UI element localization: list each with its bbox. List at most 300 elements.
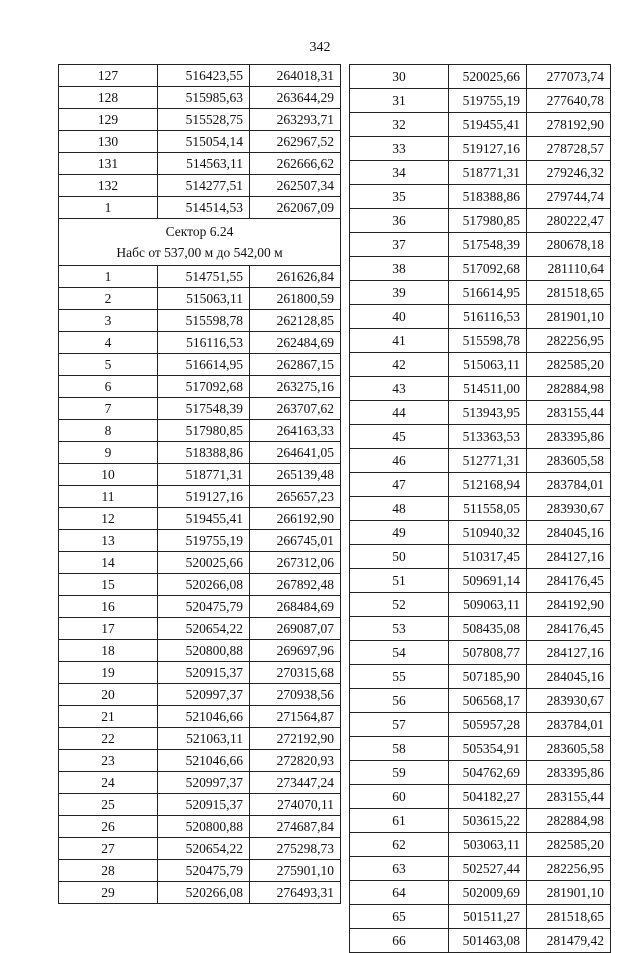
x-coordinate-cell: 514277,51 <box>158 175 250 197</box>
y-coordinate-cell: 265657,23 <box>250 486 341 508</box>
point-number-cell: 32 <box>350 113 449 137</box>
x-coordinate-cell: 507185,90 <box>449 665 527 689</box>
point-number-cell: 37 <box>350 233 449 257</box>
y-coordinate-cell: 281110,64 <box>527 257 611 281</box>
point-number-cell: 8 <box>59 420 158 442</box>
x-coordinate-cell: 520997,37 <box>158 772 250 794</box>
sector-subtitle: Набс от 537,00 м до 542,00 м <box>116 245 283 260</box>
point-number-cell: 62 <box>350 833 449 857</box>
x-coordinate-cell: 516614,95 <box>158 354 250 376</box>
table-row <box>59 596 341 618</box>
table-row <box>59 728 341 750</box>
x-coordinate-cell: 514511,00 <box>449 377 527 401</box>
x-coordinate-cell: 504762,69 <box>449 761 527 785</box>
x-coordinate-cell: 516116,53 <box>449 305 527 329</box>
table-row <box>350 89 611 113</box>
x-coordinate-cell: 514514,53 <box>158 197 250 219</box>
point-number-cell: 130 <box>59 131 158 153</box>
y-coordinate-cell: 268484,69 <box>250 596 341 618</box>
point-number-cell: 51 <box>350 569 449 593</box>
table-row <box>350 137 611 161</box>
y-coordinate-cell: 272820,93 <box>250 750 341 772</box>
table-row <box>59 750 341 772</box>
y-coordinate-cell: 281518,65 <box>527 281 611 305</box>
table-row <box>59 530 341 552</box>
y-coordinate-cell: 267312,06 <box>250 552 341 574</box>
point-number-cell: 36 <box>350 209 449 233</box>
x-coordinate-cell: 515063,11 <box>449 353 527 377</box>
y-coordinate-cell: 262666,62 <box>250 153 341 175</box>
y-coordinate-cell: 280678,18 <box>527 233 611 257</box>
table-row <box>59 486 341 508</box>
point-number-cell: 58 <box>350 737 449 761</box>
x-coordinate-cell: 520475,79 <box>158 596 250 618</box>
x-coordinate-cell: 518771,31 <box>158 464 250 486</box>
y-coordinate-cell: 282585,20 <box>527 353 611 377</box>
x-coordinate-cell: 517548,39 <box>449 233 527 257</box>
table-row <box>350 929 611 953</box>
x-coordinate-cell: 503615,22 <box>449 809 527 833</box>
point-number-cell: 10 <box>59 464 158 486</box>
y-coordinate-cell: 262484,69 <box>250 332 341 354</box>
y-coordinate-cell: 264018,31 <box>250 65 341 87</box>
table-row <box>59 131 341 153</box>
point-number-cell: 11 <box>59 486 158 508</box>
x-coordinate-cell: 520915,37 <box>158 662 250 684</box>
left-table-bottom-rows <box>59 266 341 904</box>
y-coordinate-cell: 281518,65 <box>527 905 611 929</box>
y-coordinate-cell: 262067,09 <box>250 197 341 219</box>
x-coordinate-cell: 516423,55 <box>158 65 250 87</box>
table-row <box>59 420 341 442</box>
point-number-cell: 41 <box>350 329 449 353</box>
x-coordinate-cell: 521063,11 <box>158 728 250 750</box>
x-coordinate-cell: 519755,19 <box>158 530 250 552</box>
x-coordinate-cell: 513363,53 <box>449 425 527 449</box>
table-row <box>350 65 611 89</box>
x-coordinate-cell: 519455,41 <box>158 508 250 530</box>
point-number-cell: 61 <box>350 809 449 833</box>
y-coordinate-cell: 263275,16 <box>250 376 341 398</box>
y-coordinate-cell: 273447,24 <box>250 772 341 794</box>
x-coordinate-cell: 517980,85 <box>449 209 527 233</box>
x-coordinate-cell: 517980,85 <box>158 420 250 442</box>
y-coordinate-cell: 281901,10 <box>527 881 611 905</box>
point-number-cell: 28 <box>59 860 158 882</box>
point-number-cell: 47 <box>350 473 449 497</box>
x-coordinate-cell: 521046,66 <box>158 750 250 772</box>
x-coordinate-cell: 520025,66 <box>449 65 527 89</box>
table-row <box>59 838 341 860</box>
x-coordinate-cell: 509063,11 <box>449 593 527 617</box>
table-row <box>59 464 341 486</box>
point-number-cell: 53 <box>350 617 449 641</box>
y-coordinate-cell: 284176,45 <box>527 569 611 593</box>
y-coordinate-cell: 277640,78 <box>527 89 611 113</box>
x-coordinate-cell: 521046,66 <box>158 706 250 728</box>
y-coordinate-cell: 281479,42 <box>527 929 611 953</box>
y-coordinate-cell: 283784,01 <box>527 713 611 737</box>
x-coordinate-cell: 515528,75 <box>158 109 250 131</box>
x-coordinate-cell: 514563,11 <box>158 153 250 175</box>
x-coordinate-cell: 517092,68 <box>158 376 250 398</box>
table-row <box>350 521 611 545</box>
x-coordinate-cell: 519127,16 <box>158 486 250 508</box>
table-row <box>59 794 341 816</box>
point-number-cell: 24 <box>59 772 158 794</box>
point-number-cell: 19 <box>59 662 158 684</box>
y-coordinate-cell: 271564,87 <box>250 706 341 728</box>
coordinates-table-right <box>349 64 611 953</box>
point-number-cell: 14 <box>59 552 158 574</box>
y-coordinate-cell: 284045,16 <box>527 665 611 689</box>
x-coordinate-cell: 520475,79 <box>158 860 250 882</box>
table-row <box>59 87 341 109</box>
x-coordinate-cell: 520266,08 <box>158 574 250 596</box>
x-coordinate-cell: 515598,78 <box>158 310 250 332</box>
x-coordinate-cell: 510317,45 <box>449 545 527 569</box>
table-row <box>59 288 341 310</box>
y-coordinate-cell: 274070,11 <box>250 794 341 816</box>
x-coordinate-cell: 503063,11 <box>449 833 527 857</box>
y-coordinate-cell: 264163,33 <box>250 420 341 442</box>
x-coordinate-cell: 515054,14 <box>158 131 250 153</box>
y-coordinate-cell: 267892,48 <box>250 574 341 596</box>
x-coordinate-cell: 510940,32 <box>449 521 527 545</box>
point-number-cell: 60 <box>350 785 449 809</box>
point-number-cell: 42 <box>350 353 449 377</box>
x-coordinate-cell: 518771,31 <box>449 161 527 185</box>
point-number-cell: 55 <box>350 665 449 689</box>
table-row <box>59 266 341 288</box>
table-row <box>350 161 611 185</box>
table-row <box>59 684 341 706</box>
x-coordinate-cell: 519455,41 <box>449 113 527 137</box>
table-row <box>350 665 611 689</box>
table-row <box>350 209 611 233</box>
table-row <box>350 809 611 833</box>
table-row <box>59 175 341 197</box>
x-coordinate-cell: 515985,63 <box>158 87 250 109</box>
table-row <box>350 857 611 881</box>
table-row <box>350 449 611 473</box>
table-row <box>350 353 611 377</box>
x-coordinate-cell: 511558,05 <box>449 497 527 521</box>
table-row <box>350 881 611 905</box>
x-coordinate-cell: 515598,78 <box>449 329 527 353</box>
table-row <box>59 442 341 464</box>
point-number-cell: 27 <box>59 838 158 860</box>
point-number-cell: 16 <box>59 596 158 618</box>
y-coordinate-cell: 282256,95 <box>527 857 611 881</box>
x-coordinate-cell: 520654,22 <box>158 838 250 860</box>
point-number-cell: 4 <box>59 332 158 354</box>
table-row <box>59 816 341 838</box>
point-number-cell: 57 <box>350 713 449 737</box>
y-coordinate-cell: 263293,71 <box>250 109 341 131</box>
x-coordinate-cell: 502009,69 <box>449 881 527 905</box>
y-coordinate-cell: 284127,16 <box>527 545 611 569</box>
x-coordinate-cell: 520800,88 <box>158 640 250 662</box>
y-coordinate-cell: 262967,52 <box>250 131 341 153</box>
point-number-cell: 25 <box>59 794 158 816</box>
table-row <box>350 377 611 401</box>
x-coordinate-cell: 509691,14 <box>449 569 527 593</box>
point-number-cell: 50 <box>350 545 449 569</box>
table-row <box>350 785 611 809</box>
x-coordinate-cell: 505354,91 <box>449 737 527 761</box>
table-row <box>350 401 611 425</box>
x-coordinate-cell: 515063,11 <box>158 288 250 310</box>
table-row <box>350 737 611 761</box>
point-number-cell: 65 <box>350 905 449 929</box>
point-number-cell: 26 <box>59 816 158 838</box>
x-coordinate-cell: 520025,66 <box>158 552 250 574</box>
y-coordinate-cell: 262867,15 <box>250 354 341 376</box>
sector-header-group <box>59 219 341 266</box>
point-number-cell: 31 <box>350 89 449 113</box>
point-number-cell: 1 <box>59 266 158 288</box>
point-number-cell: 52 <box>350 593 449 617</box>
table-row <box>350 905 611 929</box>
point-number-cell: 20 <box>59 684 158 706</box>
y-coordinate-cell: 278192,90 <box>527 113 611 137</box>
point-number-cell: 54 <box>350 641 449 665</box>
coordinates-table-left <box>58 64 341 904</box>
point-number-cell: 56 <box>350 689 449 713</box>
y-coordinate-cell: 282884,98 <box>527 377 611 401</box>
y-coordinate-cell: 264641,05 <box>250 442 341 464</box>
point-number-cell: 46 <box>350 449 449 473</box>
y-coordinate-cell: 283395,86 <box>527 425 611 449</box>
table-row <box>59 662 341 684</box>
point-number-cell: 23 <box>59 750 158 772</box>
point-number-cell: 45 <box>350 425 449 449</box>
table-row <box>59 109 341 131</box>
y-coordinate-cell: 284045,16 <box>527 521 611 545</box>
x-coordinate-cell: 520266,08 <box>158 882 250 904</box>
x-coordinate-cell: 520800,88 <box>158 816 250 838</box>
x-coordinate-cell: 505957,28 <box>449 713 527 737</box>
table-row <box>350 113 611 137</box>
x-coordinate-cell: 513943,95 <box>449 401 527 425</box>
table-row <box>350 569 611 593</box>
x-coordinate-cell: 520915,37 <box>158 794 250 816</box>
table-row <box>59 354 341 376</box>
x-coordinate-cell: 507808,77 <box>449 641 527 665</box>
point-number-cell: 7 <box>59 398 158 420</box>
x-coordinate-cell: 506568,17 <box>449 689 527 713</box>
point-number-cell: 66 <box>350 929 449 953</box>
point-number-cell: 6 <box>59 376 158 398</box>
x-coordinate-cell: 520654,22 <box>158 618 250 640</box>
x-coordinate-cell: 504182,27 <box>449 785 527 809</box>
table-row <box>59 772 341 794</box>
point-number-cell: 17 <box>59 618 158 640</box>
x-coordinate-cell: 517092,68 <box>449 257 527 281</box>
point-number-cell: 48 <box>350 497 449 521</box>
y-coordinate-cell: 283605,58 <box>527 449 611 473</box>
page-number: 342 <box>309 40 331 55</box>
point-number-cell: 13 <box>59 530 158 552</box>
point-number-cell: 35 <box>350 185 449 209</box>
table-row <box>350 617 611 641</box>
y-coordinate-cell: 282884,98 <box>527 809 611 833</box>
point-number-cell: 43 <box>350 377 449 401</box>
table-row <box>350 329 611 353</box>
y-coordinate-cell: 277073,74 <box>527 65 611 89</box>
table-row <box>59 860 341 882</box>
point-number-cell: 5 <box>59 354 158 376</box>
y-coordinate-cell: 278728,57 <box>527 137 611 161</box>
point-number-cell: 38 <box>350 257 449 281</box>
y-coordinate-cell: 270938,56 <box>250 684 341 706</box>
y-coordinate-cell: 282256,95 <box>527 329 611 353</box>
point-number-cell: 129 <box>59 109 158 131</box>
table-row <box>59 552 341 574</box>
y-coordinate-cell: 281901,10 <box>527 305 611 329</box>
table-row <box>59 508 341 530</box>
table-row <box>59 618 341 640</box>
x-coordinate-cell: 502527,44 <box>449 857 527 881</box>
y-coordinate-cell: 276493,31 <box>250 882 341 904</box>
table-row <box>59 882 341 904</box>
y-coordinate-cell: 283605,58 <box>527 737 611 761</box>
point-number-cell: 12 <box>59 508 158 530</box>
table-row <box>350 833 611 857</box>
point-number-cell: 64 <box>350 881 449 905</box>
table-row <box>350 233 611 257</box>
y-coordinate-cell: 262507,34 <box>250 175 341 197</box>
y-coordinate-cell: 270315,68 <box>250 662 341 684</box>
x-coordinate-cell: 516614,95 <box>449 281 527 305</box>
x-coordinate-cell: 516116,53 <box>158 332 250 354</box>
table-row <box>59 310 341 332</box>
point-number-cell: 40 <box>350 305 449 329</box>
y-coordinate-cell: 279744,74 <box>527 185 611 209</box>
point-number-cell: 30 <box>350 65 449 89</box>
point-number-cell: 29 <box>59 882 158 904</box>
table-row <box>350 761 611 785</box>
table-row <box>350 281 611 305</box>
y-coordinate-cell: 283395,86 <box>527 761 611 785</box>
y-coordinate-cell: 263644,29 <box>250 87 341 109</box>
point-number-cell: 9 <box>59 442 158 464</box>
x-coordinate-cell: 512771,31 <box>449 449 527 473</box>
point-number-cell: 132 <box>59 175 158 197</box>
x-coordinate-cell: 519127,16 <box>449 137 527 161</box>
table-row <box>350 593 611 617</box>
x-coordinate-cell: 518388,86 <box>158 442 250 464</box>
table-row <box>59 153 341 175</box>
table-row <box>59 398 341 420</box>
table-row <box>350 641 611 665</box>
y-coordinate-cell: 284176,45 <box>527 617 611 641</box>
table-row <box>59 65 341 87</box>
point-number-cell: 3 <box>59 310 158 332</box>
point-number-cell: 21 <box>59 706 158 728</box>
y-coordinate-cell: 269697,96 <box>250 640 341 662</box>
point-number-cell: 2 <box>59 288 158 310</box>
point-number-cell: 1 <box>59 197 158 219</box>
y-coordinate-cell: 263707,62 <box>250 398 341 420</box>
table-row <box>59 706 341 728</box>
table-row <box>350 545 611 569</box>
point-number-cell: 127 <box>59 65 158 87</box>
y-coordinate-cell: 279246,32 <box>527 161 611 185</box>
y-coordinate-cell: 283784,01 <box>527 473 611 497</box>
point-number-cell: 18 <box>59 640 158 662</box>
y-coordinate-cell: 284127,16 <box>527 641 611 665</box>
point-number-cell: 39 <box>350 281 449 305</box>
y-coordinate-cell: 265139,48 <box>250 464 341 486</box>
y-coordinate-cell: 283155,44 <box>527 401 611 425</box>
table-row <box>59 574 341 596</box>
x-coordinate-cell: 512168,94 <box>449 473 527 497</box>
point-number-cell: 63 <box>350 857 449 881</box>
right-table-rows <box>350 65 611 953</box>
table-row <box>59 197 341 219</box>
table-row <box>350 713 611 737</box>
y-coordinate-cell: 274687,84 <box>250 816 341 838</box>
point-number-cell: 131 <box>59 153 158 175</box>
y-coordinate-cell: 284192,90 <box>527 593 611 617</box>
y-coordinate-cell: 266745,01 <box>250 530 341 552</box>
point-number-cell: 59 <box>350 761 449 785</box>
x-coordinate-cell: 501511,27 <box>449 905 527 929</box>
x-coordinate-cell: 514751,55 <box>158 266 250 288</box>
y-coordinate-cell: 283930,67 <box>527 497 611 521</box>
y-coordinate-cell: 283930,67 <box>527 689 611 713</box>
point-number-cell: 44 <box>350 401 449 425</box>
y-coordinate-cell: 280222,47 <box>527 209 611 233</box>
y-coordinate-cell: 266192,90 <box>250 508 341 530</box>
y-coordinate-cell: 261626,84 <box>250 266 341 288</box>
table-row <box>350 425 611 449</box>
x-coordinate-cell: 508435,08 <box>449 617 527 641</box>
x-coordinate-cell: 517548,39 <box>158 398 250 420</box>
point-number-cell: 22 <box>59 728 158 750</box>
table-row <box>350 497 611 521</box>
table-row <box>59 376 341 398</box>
y-coordinate-cell: 261800,59 <box>250 288 341 310</box>
x-coordinate-cell: 501463,08 <box>449 929 527 953</box>
sector-header-row <box>59 219 341 266</box>
table-row <box>350 185 611 209</box>
table-row <box>59 332 341 354</box>
y-coordinate-cell: 275298,73 <box>250 838 341 860</box>
x-coordinate-cell: 518388,86 <box>449 185 527 209</box>
point-number-cell: 49 <box>350 521 449 545</box>
sector-header <box>59 219 341 266</box>
y-coordinate-cell: 275901,10 <box>250 860 341 882</box>
y-coordinate-cell: 262128,85 <box>250 310 341 332</box>
left-table-top-rows <box>59 65 341 219</box>
table-row <box>350 257 611 281</box>
y-coordinate-cell: 282585,20 <box>527 833 611 857</box>
y-coordinate-cell: 269087,07 <box>250 618 341 640</box>
y-coordinate-cell: 272192,90 <box>250 728 341 750</box>
table-row <box>350 305 611 329</box>
y-coordinate-cell: 283155,44 <box>527 785 611 809</box>
point-number-cell: 15 <box>59 574 158 596</box>
point-number-cell: 33 <box>350 137 449 161</box>
point-number-cell: 34 <box>350 161 449 185</box>
table-row <box>350 689 611 713</box>
table-row <box>350 473 611 497</box>
point-number-cell: 128 <box>59 87 158 109</box>
x-coordinate-cell: 520997,37 <box>158 684 250 706</box>
